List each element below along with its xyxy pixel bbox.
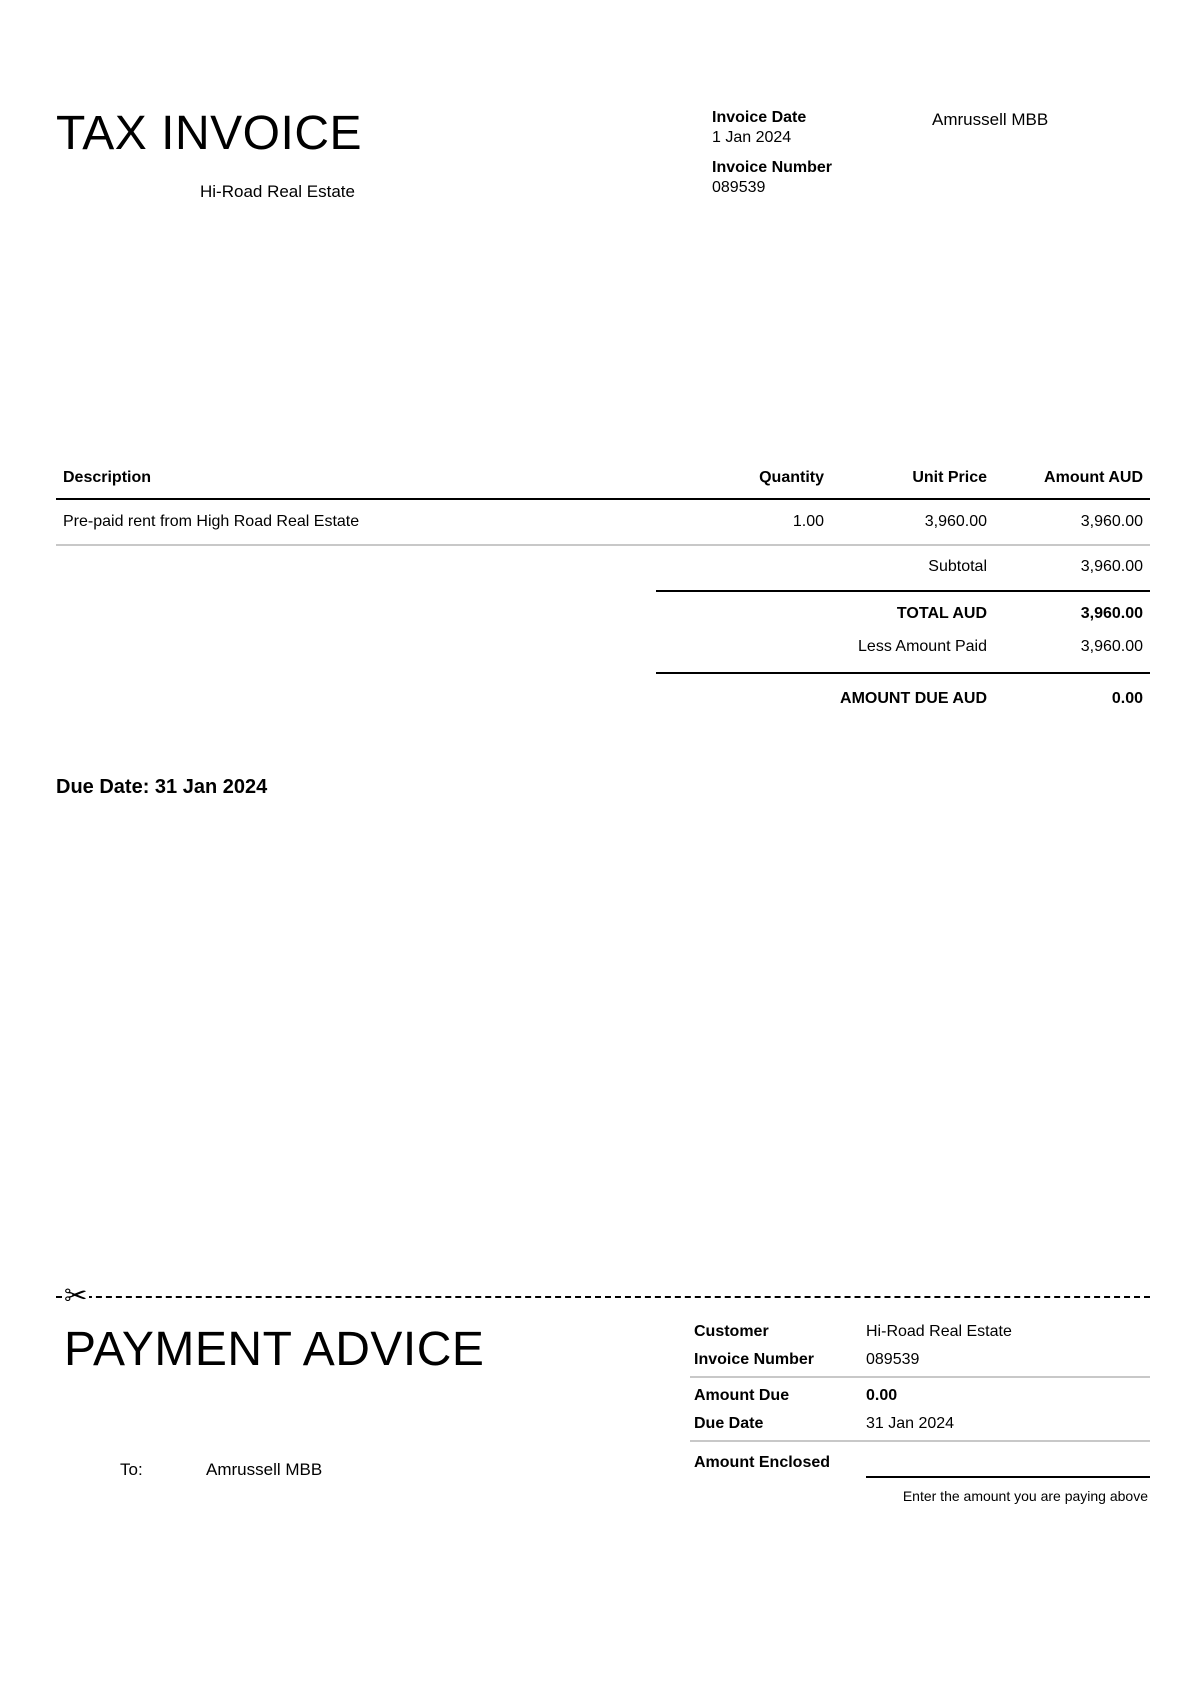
row-amount: 3,960.00	[1080, 513, 1143, 530]
line-items-table	[56, 458, 1150, 546]
invoice-number-value: 089539	[712, 179, 766, 196]
pa-customer-value: Hi-Road Real Estate	[866, 1323, 1012, 1340]
customer-name: Hi-Road Real Estate	[200, 182, 355, 201]
pa-amount-due-row	[690, 1382, 1150, 1410]
col-header-amount: Amount AUD	[1044, 469, 1143, 486]
total-value: 3,960.00	[1080, 605, 1143, 622]
amount-paid-value: 3,960.00	[1080, 638, 1143, 655]
due-date: Due Date: 31 Jan 2024	[56, 776, 268, 798]
pa-invoice-number-value: 089539	[866, 1351, 920, 1368]
total-label: TOTAL AUD	[896, 605, 987, 622]
subtotal-row	[656, 544, 1150, 592]
row-description: Pre-paid rent from High Road Real Estate	[63, 513, 360, 530]
pa-customer-row	[690, 1318, 1150, 1346]
scissors-icon: ✂	[64, 1280, 88, 1311]
amount-enclosed-field[interactable]	[866, 1448, 1150, 1478]
row-quantity: 1.00	[792, 513, 824, 530]
subtotal-value: 3,960.00	[1080, 558, 1143, 575]
invoice-date-value: 1 Jan 2024	[712, 129, 792, 146]
pa-amount-due-label: Amount Due	[694, 1387, 790, 1404]
pa-customer-group	[690, 1318, 1150, 1378]
subtotal-label: Subtotal	[928, 558, 987, 575]
invoice-number-group	[712, 158, 932, 198]
pa-invoice-number-row	[690, 1346, 1150, 1374]
invoice-date-group	[712, 108, 932, 148]
col-header-description: Description	[63, 469, 152, 486]
amount-enclosed-hint: Enter the amount you are paying above	[902, 1488, 1148, 1504]
invoice-meta	[712, 108, 932, 208]
pa-due-date-row	[690, 1410, 1150, 1438]
amount-paid-label: Less Amount Paid	[858, 638, 987, 655]
amount-due-row	[656, 674, 1150, 724]
invoice-date-label: Invoice Date	[712, 109, 807, 126]
amount-paid-row	[656, 636, 1150, 674]
total-row	[656, 592, 1150, 636]
payment-advice-details	[690, 1318, 1150, 1504]
pa-invoice-number-label: Invoice Number	[694, 1351, 815, 1368]
totals-block	[656, 544, 1150, 724]
pa-amount-enclosed-label: Amount Enclosed	[694, 1454, 831, 1471]
pa-amount-due-value: 0.00	[866, 1387, 898, 1404]
payment-advice-title: PAYMENT ADVICE	[64, 1323, 485, 1376]
pa-amount-enclosed-row	[690, 1446, 1150, 1480]
table-header	[56, 458, 1150, 500]
page-title: TAX INVOICE	[56, 107, 362, 160]
to-label: To:	[120, 1460, 143, 1479]
amount-due-value: 0.00	[1111, 690, 1143, 707]
table-row	[56, 500, 1150, 546]
col-header-quantity: Quantity	[759, 469, 824, 486]
from-name: Amrussell MBB	[932, 110, 1049, 129]
invoice-number-label: Invoice Number	[712, 159, 833, 176]
cut-line	[56, 1296, 1150, 1300]
row-unit-price: 3,960.00	[924, 513, 987, 530]
col-header-unit-price: Unit Price	[912, 469, 987, 486]
pa-amount-group	[690, 1382, 1150, 1442]
amount-due-label: AMOUNT DUE AUD	[840, 690, 987, 707]
pa-due-date-label: Due Date	[694, 1415, 764, 1432]
pa-due-date-value: 31 Jan 2024	[866, 1415, 955, 1432]
pa-customer-label: Customer	[694, 1323, 769, 1340]
to-value: Amrussell MBB	[206, 1460, 323, 1479]
